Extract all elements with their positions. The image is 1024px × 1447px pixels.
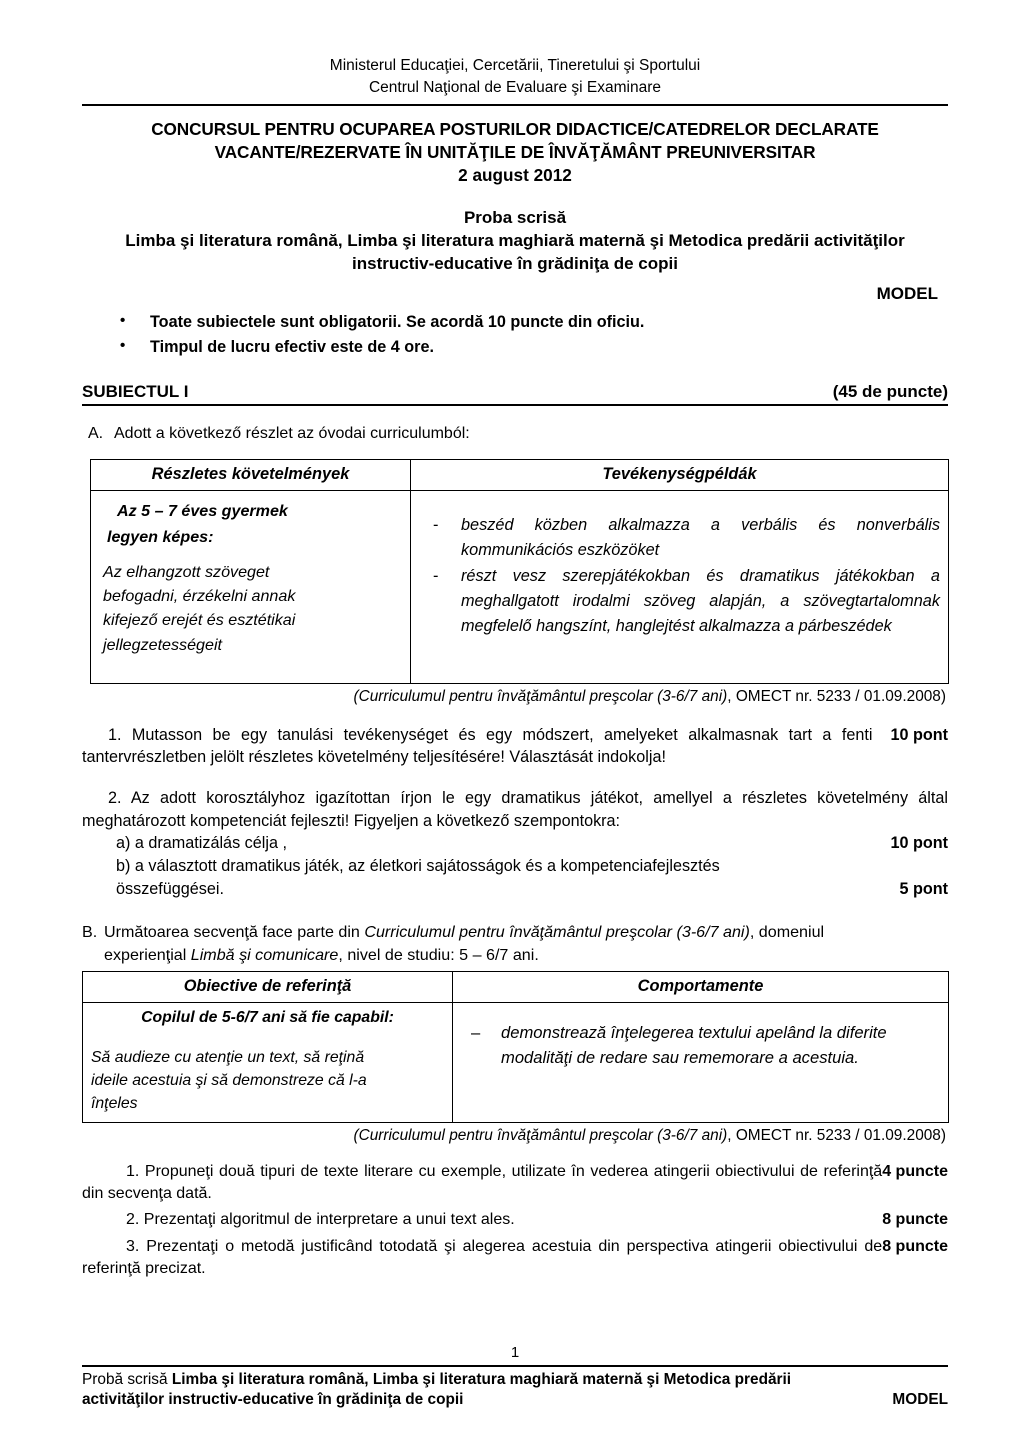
section-a-task-1 <box>82 724 948 769</box>
section-a-task-2 <box>82 787 948 832</box>
dash-bullet-icon: – <box>471 1023 481 1043</box>
proba-label: Proba scrisă <box>463 207 567 227</box>
bullet-icon: • <box>120 311 126 329</box>
header-divider <box>82 104 948 106</box>
bullet-icon: • <box>120 336 126 354</box>
exam-notes-list <box>82 310 948 360</box>
section-b-task-1 <box>82 1161 948 1206</box>
footer-divider <box>82 1365 948 1367</box>
citation-b-rest: , OMECT nr. 5233 / 01.09.2008) <box>727 1126 946 1144</box>
exam-subject-line-2: activităţilor instructiv-educative în grădiniţa de copii <box>352 230 905 273</box>
subiect-heading <box>82 382 948 406</box>
footer-line-2 <box>82 1391 948 1409</box>
section-a-task-2-text: 2. Az adott korosztályhoz igazítottan írjon le egy dramatikus játékot, amellyel a részletes követelmény által meghatározott kompetenciát fejleszti! Figyeljen a következő szempontokra: <box>82 789 948 830</box>
section-a-subtask-a-points: 10 pont <box>890 834 948 853</box>
exam-note-item <box>82 310 948 335</box>
table-b-behaviour-item <box>463 1021 936 1071</box>
section-a-subtask-a-text: a) a dramatizálás célja , <box>116 834 287 853</box>
exam-date: 2 august 2012 <box>458 164 572 185</box>
document-header <box>82 0 948 99</box>
table-b-header-right: Comportamente <box>453 972 949 1003</box>
subiect-points: (45 de puncte) <box>832 381 948 401</box>
table-a-activity-text: beszéd közben alkalmazza a verbális és nonverbális kommunikációs eszközöket <box>461 515 940 559</box>
table-a-left-line: kifejező erejét és esztétikai <box>103 611 296 630</box>
exam-note-item <box>82 335 948 360</box>
citation-a <box>82 688 948 706</box>
exam-subject-line-1: Limba şi literatura română, Limba şi literatura maghiară maternă şi Metodica predării <box>125 230 810 250</box>
table-b-header-left: Obiective de referinţă <box>83 972 453 1003</box>
footer-prefix: Probă scrisă <box>82 1371 168 1389</box>
exam-subject <box>82 230 948 276</box>
table-a-lead-2: legyen képes: <box>107 528 214 547</box>
curriculum-table-a <box>90 459 949 684</box>
table-a-header-right: Tevékenységpéldák <box>411 459 949 490</box>
document-footer <box>82 1344 948 1409</box>
section-a-subtask-b-cont <box>82 878 948 901</box>
section-b-task-2 <box>82 1209 948 1231</box>
section-b-intro-p1: Următoarea secvenţă face parte din <box>104 923 365 942</box>
ministry-line-2: Centrul Naţional de Evaluare şi Examinare <box>368 79 662 96</box>
footer-line-1 <box>82 1369 948 1391</box>
section-b-task-1-points: 4 puncte <box>882 1162 948 1180</box>
table-header-row <box>83 972 949 1003</box>
table-a-cell-right <box>411 490 949 683</box>
table-b-left-line: ideile acestuia şi să demonstreze că l-a <box>91 1071 367 1089</box>
exam-title <box>82 118 948 164</box>
table-a-activity-list <box>425 513 940 639</box>
section-b-intro-line2-p2: , nivel de studiu: 5 – 6/7 ani. <box>338 946 539 965</box>
section-b-intro-p2: , domeniul <box>749 923 825 942</box>
section-b-intro <box>82 921 948 967</box>
table-b-lead: Copilul de 5-6/7 ani să fie capabil: <box>141 1009 394 1027</box>
model-label-footer: MODEL <box>892 1391 948 1408</box>
table-b-left-line: Să audieze cu atenţie un text, să reţină <box>91 1049 365 1067</box>
table-a-left-line: jellegzetességeit <box>103 635 222 654</box>
citation-a-italic: (Curriculumul pentru învăţământul preşcolar (3-6/7 ani) <box>353 687 728 705</box>
table-b-cell-right <box>453 1003 949 1123</box>
model-label-header: MODEL <box>876 283 938 303</box>
section-b-task-2-text: 2. Prezentaţi algoritmul de interpretare a unui text ales. <box>126 1211 515 1229</box>
exam-note-text: Toate subiectele sunt obligatorii. Se acordă 10 puncte din oficiu. <box>150 312 645 331</box>
page-number: 1 <box>510 1344 520 1362</box>
subiect-label: SUBIECTUL I <box>82 381 189 401</box>
section-b-intro-italic: Curriculumul pentru învăţământul preşcolar (3-6/7 ani) <box>364 923 750 942</box>
table-a-activity-item <box>425 564 940 638</box>
table-b-behaviour-list <box>463 1021 936 1071</box>
citation-b-italic: (Curriculumul pentru învăţământul preşcolar (3-6/7 ani) <box>353 1126 728 1144</box>
table-b-cell-left <box>83 1003 453 1123</box>
section-a-subtask-a <box>82 832 948 855</box>
page-sheet <box>82 0 948 1447</box>
exam-note-text: Timpul de lucru efectiv este de 4 ore. <box>150 337 434 356</box>
section-a-task-1-points: 10 pont <box>890 725 948 744</box>
footer-subject-line-2: activităţilor instructiv-educative în grădiniţa de copii <box>82 1391 464 1408</box>
table-b-behaviour-text: demonstrează înţelegerea textului apelând la diferite modalităţi de redare sau rememorare a acestuia. <box>501 1023 887 1068</box>
ministry-line-1: Ministerul Educaţiei, Cercetării, Tineretului şi Sportului <box>329 57 701 74</box>
section-a-intro-text: Adott a következő részlet az óvodai curriculumból: <box>114 424 470 442</box>
table-row <box>83 1003 949 1123</box>
table-a-header-left: Részletes követelmények <box>91 459 411 490</box>
citation-a-rest: , OMECT nr. 5233 / 01.09.2008) <box>727 687 946 705</box>
section-a-subtask-b-cont-text: összefüggései. <box>116 880 224 899</box>
table-b-left-line: înţeles <box>91 1094 138 1112</box>
exam-title-line-2: VACANTE/REZERVATE ÎN UNITĂŢILE DE ÎNVĂŢĂMÂNT PREUNIVERSITAR <box>214 141 816 162</box>
dash-bullet-icon: - <box>433 567 439 586</box>
section-b-intro-line2-p1: experienţial <box>104 946 191 965</box>
section-a-subtask-b <box>82 855 948 878</box>
section-b-task-3-text: 3. Prezentaţi o metodă justificând totodată şi alegerea acestuia din perspectiva atingerii obiectivului de referinţă precizat. <box>82 1237 883 1278</box>
table-a-left-line: befogadni, érzékelni annak <box>103 587 296 606</box>
table-a-lead-1: Az 5 – 7 éves gyermek <box>117 501 288 520</box>
section-b-task-2-points: 8 puncte <box>882 1211 948 1229</box>
section-a-subtask-b-text: b) a választott dramatikus játék, az életkori sajátosságok és a kompetenciafejlesztés <box>116 857 720 876</box>
section-b-task-3 <box>82 1236 948 1281</box>
section-b-marker: B. <box>82 923 98 942</box>
table-a-left-line: Az elhangzott szöveget <box>103 563 270 582</box>
table-row <box>91 490 949 683</box>
section-b-task-3-points: 8 puncte <box>882 1237 948 1255</box>
section-a-marker: A. <box>88 424 104 442</box>
section-a-intro <box>82 423 948 445</box>
section-a-task-1-text: 1. Mutasson be egy tanulási tevékenységet és egy módszert, amelyeket alkalmasnak tart a fenti tantervrészletben jelölt részletes követelmény teljesítésére! Választását indokolja! <box>82 725 873 767</box>
table-a-activity-item <box>425 513 940 563</box>
table-header-row <box>91 459 949 490</box>
table-a-cell-left <box>91 490 411 683</box>
section-b-intro-line2 <box>82 944 948 967</box>
section-b-intro-line2-italic: Limbă şi comunicare <box>190 946 339 965</box>
section-a-subtask-b-points: 5 pont <box>899 880 948 899</box>
table-a-activity-text: részt vesz szerepjátékokban és dramatikus játékokban a meghallgatott irodalmi szöveg alapján, a szövegtartalomnak megfelelő hangszínt, hanglejtést alkalmazza a párbeszédek <box>461 567 940 635</box>
dash-bullet-icon: - <box>433 515 439 534</box>
footer-subject-line-1: Limba şi literatura română, Limba şi literatura maghiară maternă şi Metodica predării <box>171 1371 792 1389</box>
citation-b <box>82 1127 948 1145</box>
curriculum-table-b <box>82 971 949 1123</box>
section-b-task-1-text: 1. Propuneţi două tipuri de texte literare cu exemple, utilizate în vederea atingerii obiectivului de referinţă din secvenţa dată. <box>82 1162 883 1203</box>
exam-title-line-1: CONCURSUL PENTRU OCUPAREA POSTURILOR DIDACTICE/CATEDRELOR DECLARATE <box>151 119 879 139</box>
